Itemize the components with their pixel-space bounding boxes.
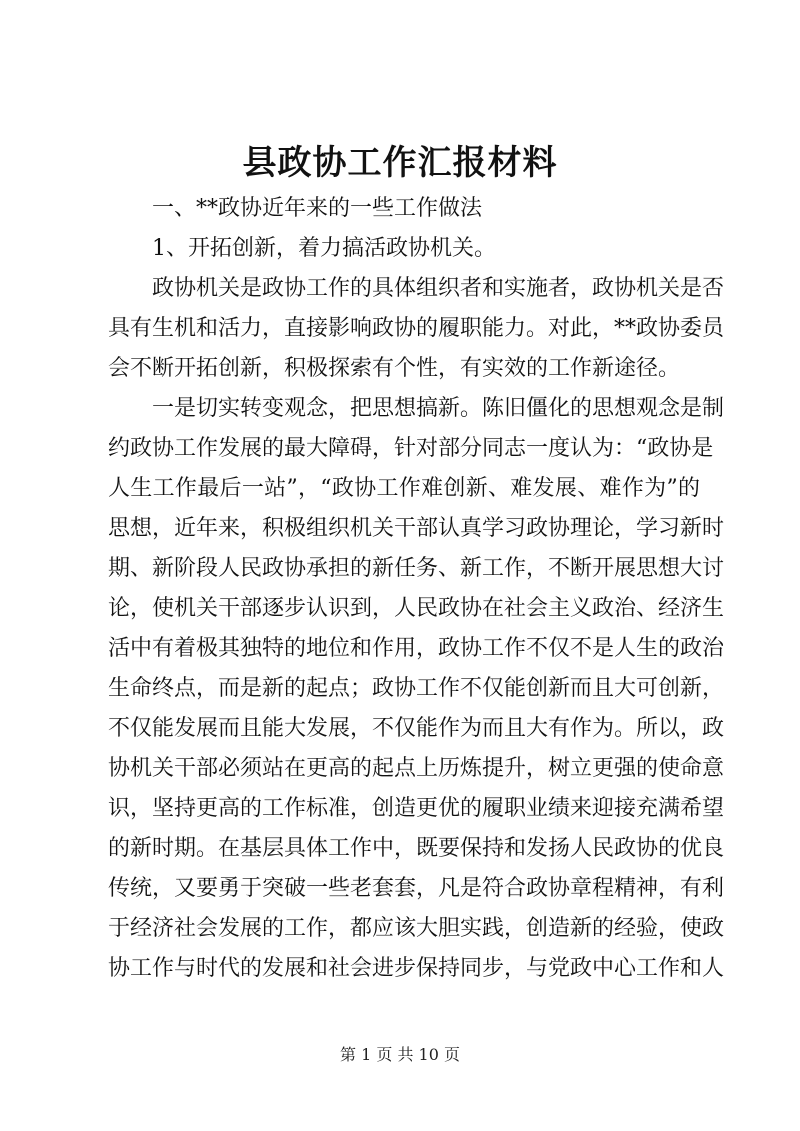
paragraph-line: 期、新阶段人民政协承担的新任务、新工作，不断开展思想大讨 [108,556,725,581]
paragraph-line: 协工作与时代的发展和社会进步保持同步，与党政中心工作和人 [108,956,725,981]
paragraph-line: 生命终点，而是新的起点；政协工作不仅能创新而且大可创新， [108,676,725,701]
page-number-footer: 第 1 页 共 10 页 [340,1045,460,1064]
subsection-heading: 1、开拓创新，着力搞活政协机关。 [152,236,496,261]
paragraph-line: 具有生机和活力，直接影响政协的履职能力。对此，**政协委员 [108,316,725,341]
paragraph-line: 的新时期。在基层具体工作中，既要保持和发扬人民政协的优良 [108,836,725,861]
paragraph-line: 协机关干部必须站在更高的起点上历炼提升，树立更强的使命意 [108,756,725,781]
document-title: 县政协工作汇报材料 [242,143,558,183]
paragraph-line: 一是切实转变观念，把思想搞新。陈旧僵化的思想观念是制 [152,396,725,421]
paragraph-line: 论，使机关干部逐步认识到，人民政协在社会主义政治、经济生 [108,596,725,621]
paragraph-line: 思想，近年来，积极组织机关干部认真学习政协理论，学习新时 [108,516,725,541]
paragraph-line: 政协机关是政协工作的具体组织者和实施者，政协机关是否 [152,276,725,301]
paragraph-line: 识，坚持更高的工作标准，创造更优的履职业绩来迎接充满希望 [108,796,725,821]
paragraph-line: 会不断开拓创新，积极探索有个性，有实效的工作新途径。 [108,356,681,381]
paragraph-line: 人生工作最后一站”，“政协工作难创新、难发展、难作为”的 [108,476,700,501]
paragraph-line: 活中有着极其独特的地位和作用，政协工作不仅不是人生的政治 [108,636,725,661]
paragraph-line: 约政协工作发展的最大障碍，针对部分同志一度认为：“政协是 [108,436,714,461]
section-heading: 一、**政协近年来的一些工作做法 [152,196,483,221]
document-body [108,189,725,989]
paragraph-line: 传统，又要勇于突破一些老套套，凡是符合政协章程精神，有利 [108,876,725,901]
paragraph-line: 于经济社会发展的工作，都应该大胆实践，创造新的经验，使政 [108,916,725,941]
paragraph-line: 不仅能发展而且能大发展，不仅能作为而且大有作为。所以，政 [108,716,725,741]
